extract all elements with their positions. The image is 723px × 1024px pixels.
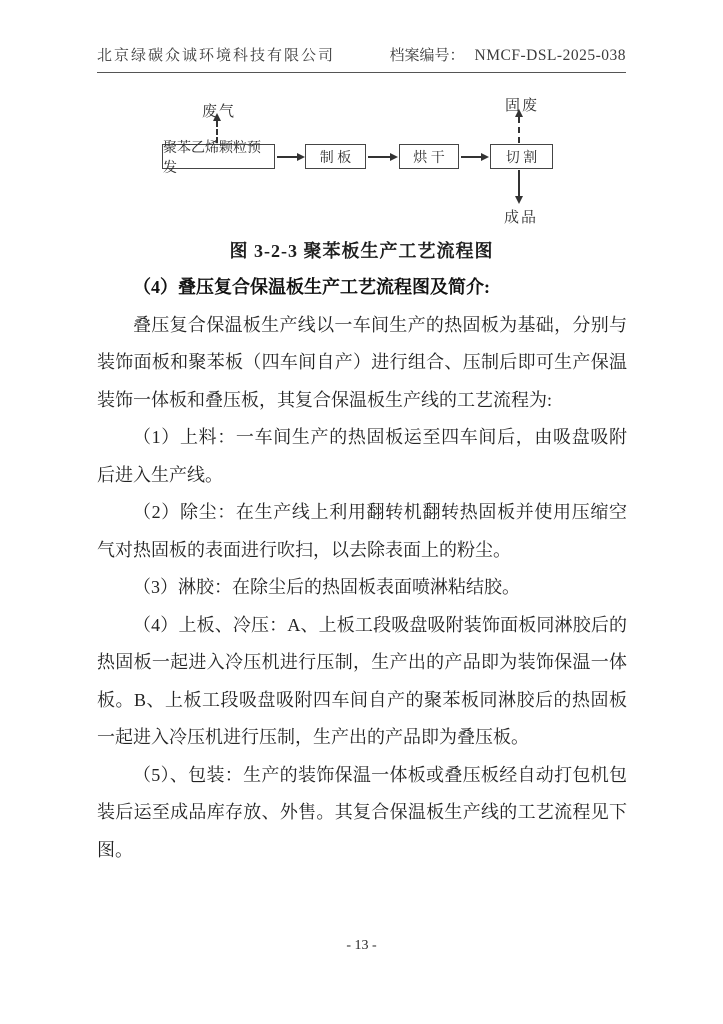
document-body [97,269,627,869]
page-header [97,44,626,73]
paragraph-intro: 叠压复合保温板生产线以一车间生产的热固板为基础，分别与装饰面板和聚苯板（四车间自产）进行组合、压制后即可生产保温装饰一体板和叠压板，其复合保温板生产线的工艺流程为: [97,314,627,410]
solid-waste-label: 固废 [505,98,540,114]
page-number: - 13 - [346,938,377,953]
flow-node-cutting: 切 割 [490,144,553,169]
product-label: 成品 [504,210,539,226]
paragraph-step-1: （1）上料：一车间生产的热固板运至四车间后，由吸盘吸附后进入生产线。 [97,427,627,485]
solid-waste-arrow [518,117,520,143]
figure-caption: 图 3-2-3 聚苯板生产工艺流程图 [229,241,494,261]
waste-gas-label: 废气 [202,104,237,120]
archive-number: NMCF-DSL-2025-038 [474,47,626,64]
process-flowchart [0,90,723,235]
paragraph-step-5: （5）、包装：生产的装饰保温一体板或叠压板经自动打包机包装后运至成品库存放、外售。其复合保温板生产线的工艺流程见下图。 [97,764,627,860]
flow-node-drying: 烘 干 [399,144,459,169]
paragraph-step-4: （4）上板、冷压：A、上板工段吸盘吸附装饰面板同淋胶后的热固板一起进入冷压机进行压制，生产出的产品即为装饰保温一体板。B、上板工段吸盘吸附四车间自产的聚苯板同淋胶后的热固板一起进入冷压机进行压制，生产出的产品即为叠压板。 [97,614,627,747]
company-name: 北京绿碳众诚环境科技有限公司 [97,48,336,64]
archive-number-group [390,44,626,65]
flow-arrow-1 [277,156,297,158]
flow-arrow-2 [368,156,390,158]
flow-node-pre-expansion: 聚苯乙烯颗粒预发 [162,144,275,169]
flow-node-board-making: 制 板 [305,144,366,169]
paragraph-step-3: （3）淋胶：在除尘后的热固板表面喷淋粘结胶。 [133,577,520,597]
section-heading: （4）叠压复合保温板生产工艺流程图及简介: [133,277,490,297]
product-arrow [518,170,520,196]
flow-arrow-3 [461,156,481,158]
archive-label: 档案编号： [389,48,465,64]
paragraph-step-2: （2）除尘：在生产线上利用翻转机翻转热固板并使用压缩空气对热固板的表面进行吹扫，以去除表面上的粉尘。 [97,502,627,560]
